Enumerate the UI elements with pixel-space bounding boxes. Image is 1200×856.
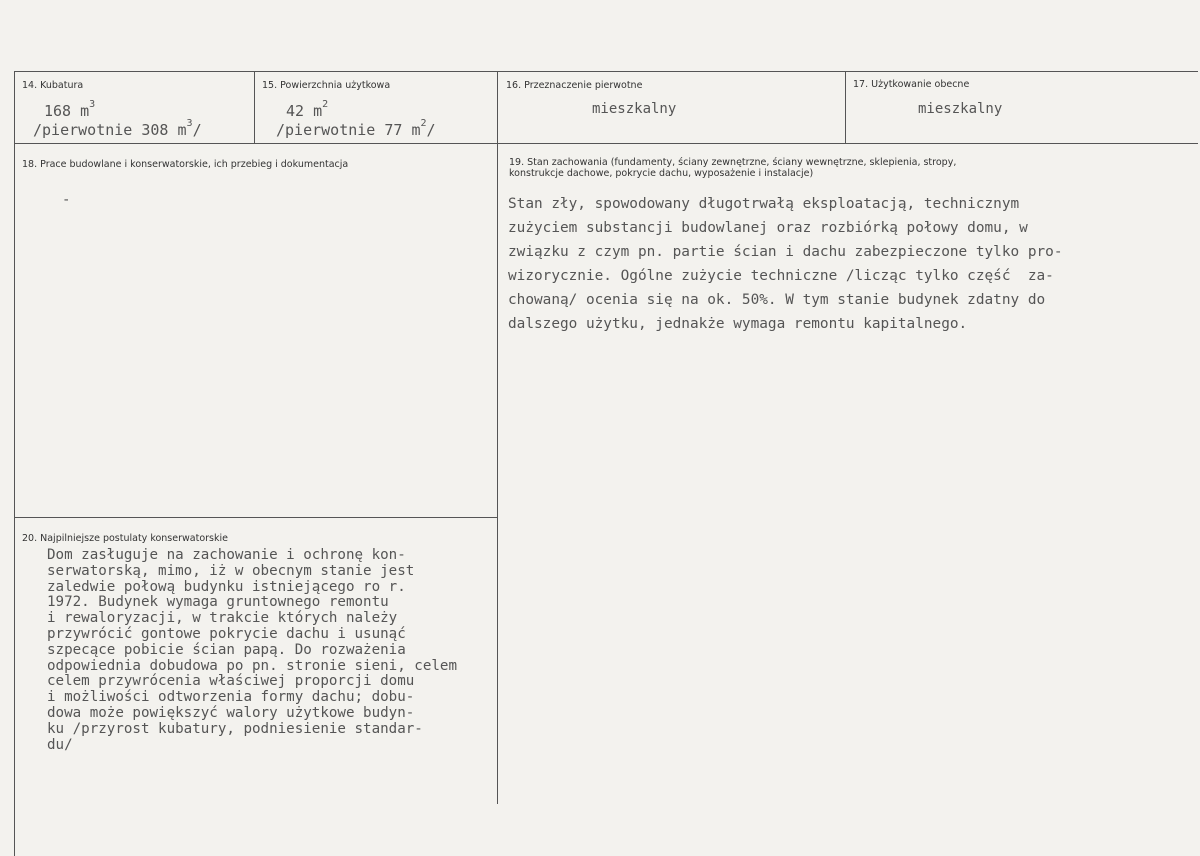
field-16-label: 16. Przeznaczenie pierwotne [506, 80, 643, 91]
field-19-label: 19. Stan zachowania (fundamenty, ściany zewnętrzne, ściany wewnętrzne, sklepienia, stropy, konstrukcje dachowe, pokrycie dachu, wyposażenie i instalacje) [509, 157, 957, 179]
divider-16-17 [845, 71, 846, 143]
field-15-label: 15. Powierzchnia użytkowa [262, 80, 391, 91]
field-16-value: mieszkalny [592, 101, 677, 117]
field-18-value: - [62, 192, 71, 208]
row-divider-left [14, 517, 498, 518]
field-15-value-line1: 42 $m^2$ [286, 99, 329, 120]
field-19-text: Stan zły, spowodowany długotrwałą eksploatacją, technicznym zużyciem substancji budowlanej oraz rozbiórką połowy domu, w związku z czym pn. partie ścian i dachu zabezpieczone tylko pro- wizorycznie. Ogólne zużycie techniczne /licząc tylko część za- chowaną/ ocenia się na ok. 50%. W tym stanie budynek zdatny do dalszego użytku, jednakże wymaga remontu kapitalnego. [508, 196, 1063, 332]
field-14-value-line1: 168 $m^3$ [44, 99, 96, 120]
field-17-label: 17. Użytkowanie obecne [853, 79, 970, 90]
field-20-label: 20. Najpilniejsze postulaty konserwatorskie [22, 533, 228, 544]
left-border-line [14, 71, 15, 856]
row-divider-top [14, 143, 1198, 144]
field-20-text: Dom zasługuje na zachowanie i ochronę kon- serwatorską, mimo, iż w obecnym stanie jest zaledwie połową budynku istniejącego ro r. 1972. Budynek wymaga gruntownego remontu i rewaloryzacji, w trakcie których należy przywrócić gontowe pokrycie dachu i usunąć szpecące pobicie ścian papą. Do rozważenia odpowiednia dobudowa po pn. stronie sieni, celem celem przywrócenia właściwej proporcji domu i możliwości odtworzenia formy dachu; dobu- dowa może powiększyć walory użytkowe budyn- ku /przyrost kubatury, podniesienie standar- du/ [47, 547, 457, 753]
field-18-label: 18. Prace budowlane i konserwatorskie, ich przebieg i dokumentacja [22, 159, 349, 170]
field-14-label: 14. Kubatura [22, 80, 84, 91]
divider-center [497, 71, 498, 804]
divider-14-15 [254, 71, 255, 143]
field-15-value-line2: /pierwotnie 77 $m^2/$ [276, 118, 436, 139]
field-17-value: mieszkalny [918, 101, 1003, 117]
field-14-value-line2: /pierwotnie 308 $m^3/$ [33, 118, 202, 139]
top-border-line [14, 71, 1198, 72]
